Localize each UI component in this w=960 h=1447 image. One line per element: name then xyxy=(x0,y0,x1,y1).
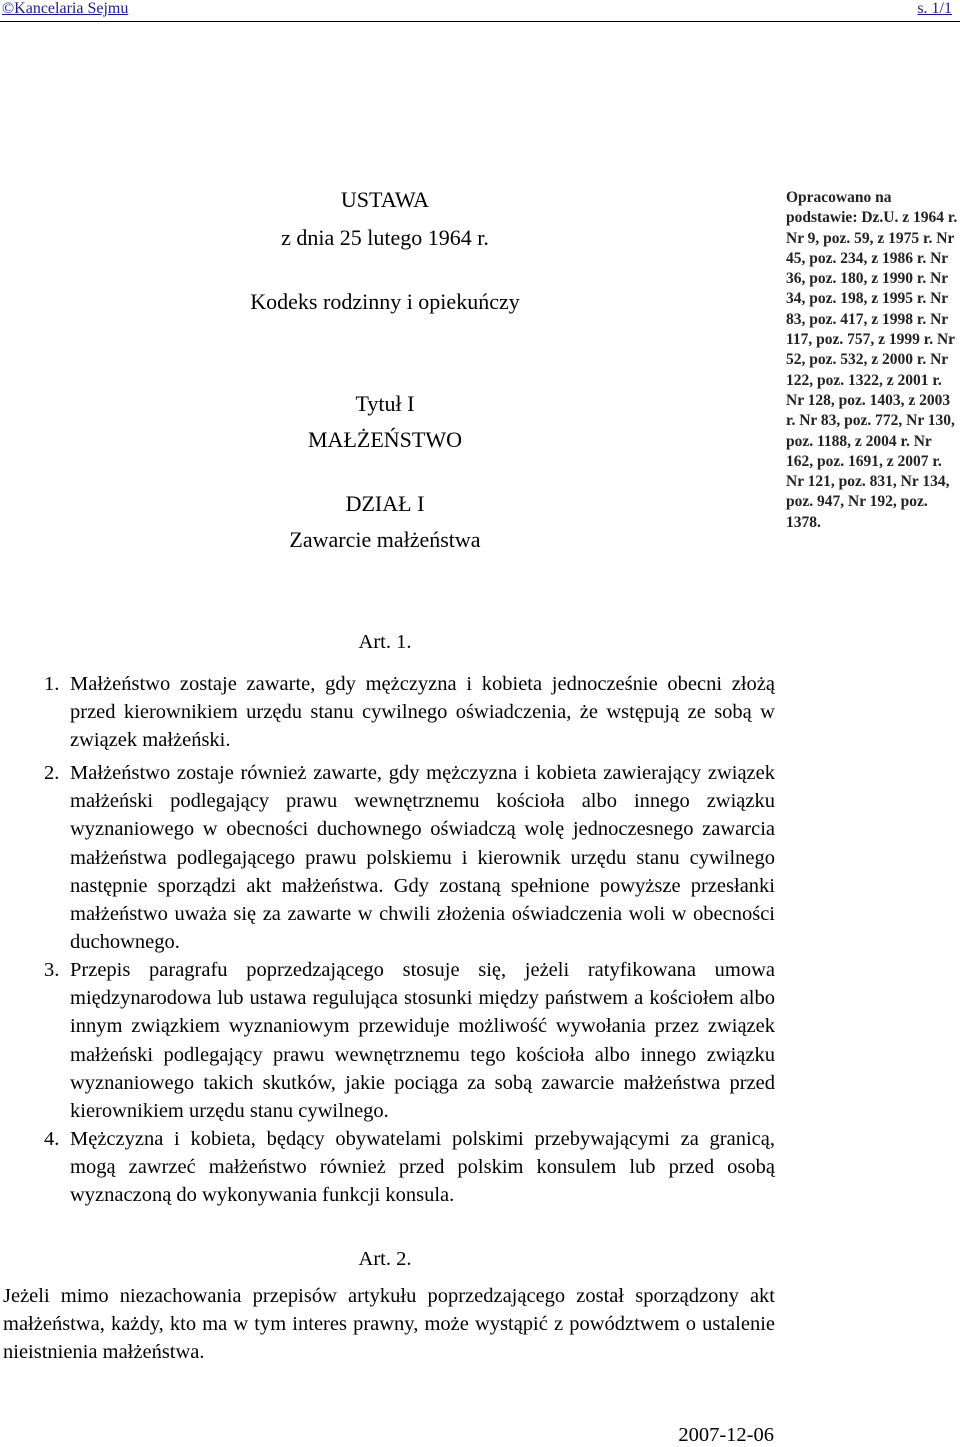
header-page-number[interactable]: s. 1/1 xyxy=(917,0,952,17)
section-name: Zawarcie małżeństwa xyxy=(289,527,481,552)
section-number: DZIAŁ I xyxy=(345,491,425,516)
paragraph-text: Małżeństwo zostaje zawarte, gdy mężczyzna i kobieta jednocześnie obecni złożą przed kierownikiem urzędu stanu cywilnego oświadczenia, że wstępują ze sobą w związek małżeński. xyxy=(70,673,775,752)
article-1-heading: Art. 1. xyxy=(358,631,412,653)
source-note: Opracowano na podstawie: Dz.U. z 1964 r. Nr 9, poz. 59, z 1975 r. Nr 45, poz. 234, z 1986 r. Nr 36, poz. 180, z 1990 r. Nr 34, poz. 198, z 1995 r. Nr 83, poz. 417, z 1998 r. Nr 117, poz. 757, z 1999 r. Nr 52, poz. 532, z 2000 r. Nr 122, poz. 1322, z 2001 r. Nr 128, poz. 1403, z 2003 r. Nr 83, poz. 772, Nr 130, poz. 1188, z 2004 r. Nr 162, poz. 1691, z 2007 r. Nr 121, poz. 831, Nr 134, poz. 947, Nr 192, poz. 1378. xyxy=(786,189,958,531)
paragraph-number: 4. xyxy=(44,1128,60,1150)
paragraph-text: Mężczyzna i kobieta, będący obywatelami polskimi przebywającymi za granicą, mogą zawrzeć małżeństwo również przed polskim konsulem lub przed osobą wyznaczoną do wykonywania funkcji konsula. xyxy=(70,1128,775,1207)
title-name: MAŁŻEŃSTWO xyxy=(308,427,462,452)
paragraph-number: 2. xyxy=(44,762,60,784)
paragraph-number: 3. xyxy=(44,959,60,981)
footer-date: 2007-12-06 xyxy=(678,1424,774,1446)
act-name: Kodeks rodzinny i opiekuńczy xyxy=(250,289,520,314)
title-number: Tytuł I xyxy=(355,391,415,416)
paragraph-number: 1. xyxy=(44,673,60,695)
paragraph-text: Małżeństwo zostaje również zawarte, gdy mężczyzna i kobieta zawierający związek małżeński podlegający prawu wewnętrznemu kościoła albo innego związku wyznaniowego w obecności duchownego oświadczą wolę jednoczesnego zawarcia małżeństwa podlegającego prawu polskiemu i kierownik urzędu stanu cywilnego następnie sporządzi akt małżeństwa. Gdy zostaną spełnione powyższe przesłanki małżeństwo uważa się za zawarte w chwili złożenia oświadczenia woli w obecności duchownego. xyxy=(70,762,775,954)
paragraph-text: Przepis paragrafu poprzedzającego stosuje się, jeżeli ratyfikowana umowa międzynarodowa lub ustawa regulująca stosunki między państwem a kościołem albo innym związkiem wyznaniowym przewiduje możliwość wywołania przez związek małżeński podlegający prawu wewnętrznemu tego kościoła albo innego związku wyznaniowego takich skutków, jakie pociąga za sobą zawarcie małżeństwa przed kierownikiem urzędu stanu cywilnego. xyxy=(70,959,775,1123)
header-divider xyxy=(0,21,960,22)
act-date: z dnia 25 lutego 1964 r. xyxy=(281,225,489,250)
header-source-link[interactable]: ©Kancelaria Sejmu xyxy=(2,0,129,17)
article-1-paragraph-2 xyxy=(44,759,775,956)
article-2-heading: Art. 2. xyxy=(358,1248,412,1270)
article-1-paragraph-4 xyxy=(44,1125,775,1210)
act-type: USTAWA xyxy=(340,187,430,212)
article-1-paragraph-3 xyxy=(44,956,775,1125)
article-2-text: Jeżeli mimo niezachowania przepisów artykułu poprzedzającego został sporządzony akt małżeństwa, każdy, kto ma w tym interes prawny, może wystąpić z powództwem o ustalenie nieistnienia małżeństwa. xyxy=(3,1285,775,1364)
article-1-paragraph-1 xyxy=(44,670,775,755)
